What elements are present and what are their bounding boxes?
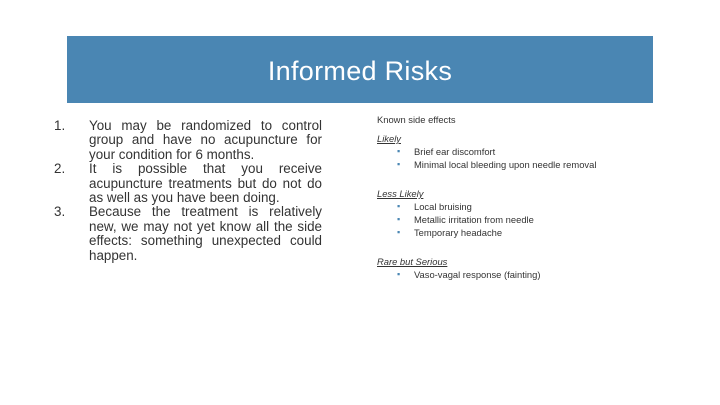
risk-list bbox=[40, 119, 322, 263]
square-bullet-icon: ▪ bbox=[397, 159, 401, 169]
risk-item-2 bbox=[40, 162, 322, 205]
group-list bbox=[377, 268, 677, 281]
side-effect-item bbox=[377, 226, 677, 239]
side-effect-text: Minimal local bleeding upon needle removal bbox=[414, 159, 597, 170]
side-effect-text: Metallic irritation from needle bbox=[414, 214, 534, 225]
group-title: Likely bbox=[377, 133, 401, 144]
side-effects-panel bbox=[377, 114, 677, 298]
side-effect-item bbox=[377, 268, 677, 281]
group-title: Rare but Serious bbox=[377, 256, 448, 267]
group-title: Less Likely bbox=[377, 188, 424, 199]
square-bullet-icon: ▪ bbox=[397, 201, 401, 211]
side-effect-text: Brief ear discomfort bbox=[414, 146, 496, 157]
group-list bbox=[377, 200, 677, 239]
risk-number: 1. bbox=[54, 118, 66, 133]
square-bullet-icon: ▪ bbox=[397, 214, 401, 224]
square-bullet-icon: ▪ bbox=[397, 146, 401, 156]
slide-title: Informed Risks bbox=[267, 56, 453, 86]
side-effect-item bbox=[377, 213, 677, 226]
risk-number: 3. bbox=[54, 204, 66, 220]
side-effect-item bbox=[377, 145, 677, 158]
square-bullet-icon: ▪ bbox=[397, 227, 401, 237]
risk-text: Because the treatment is relatively new, we may not yet know all the side effects: something unexpected could happen. bbox=[89, 204, 322, 263]
side-effect-text: Vaso-vagal response (fainting) bbox=[414, 269, 541, 280]
title-banner bbox=[67, 36, 653, 103]
side-effects-heading: Known side effects bbox=[377, 114, 456, 125]
group-less-likely bbox=[377, 188, 677, 239]
side-effect-text: Local bruising bbox=[414, 201, 472, 212]
group-rare-but-serious bbox=[377, 256, 677, 281]
risk-text: It is possible that you receive acupuncture treatments but do not do as well as you have been doing. bbox=[89, 161, 322, 206]
side-effect-item bbox=[377, 158, 677, 171]
risk-text: You may be randomized to control group and have no acupuncture for your condition for 6 months. bbox=[89, 118, 322, 162]
risk-item-1 bbox=[40, 119, 322, 162]
risk-number: 2. bbox=[54, 161, 66, 177]
square-bullet-icon: ▪ bbox=[397, 269, 401, 279]
side-effect-item bbox=[377, 200, 677, 213]
risk-item-3 bbox=[40, 205, 322, 263]
group-list bbox=[377, 145, 677, 171]
side-effect-text: Temporary headache bbox=[414, 227, 503, 238]
group-likely bbox=[377, 133, 677, 171]
